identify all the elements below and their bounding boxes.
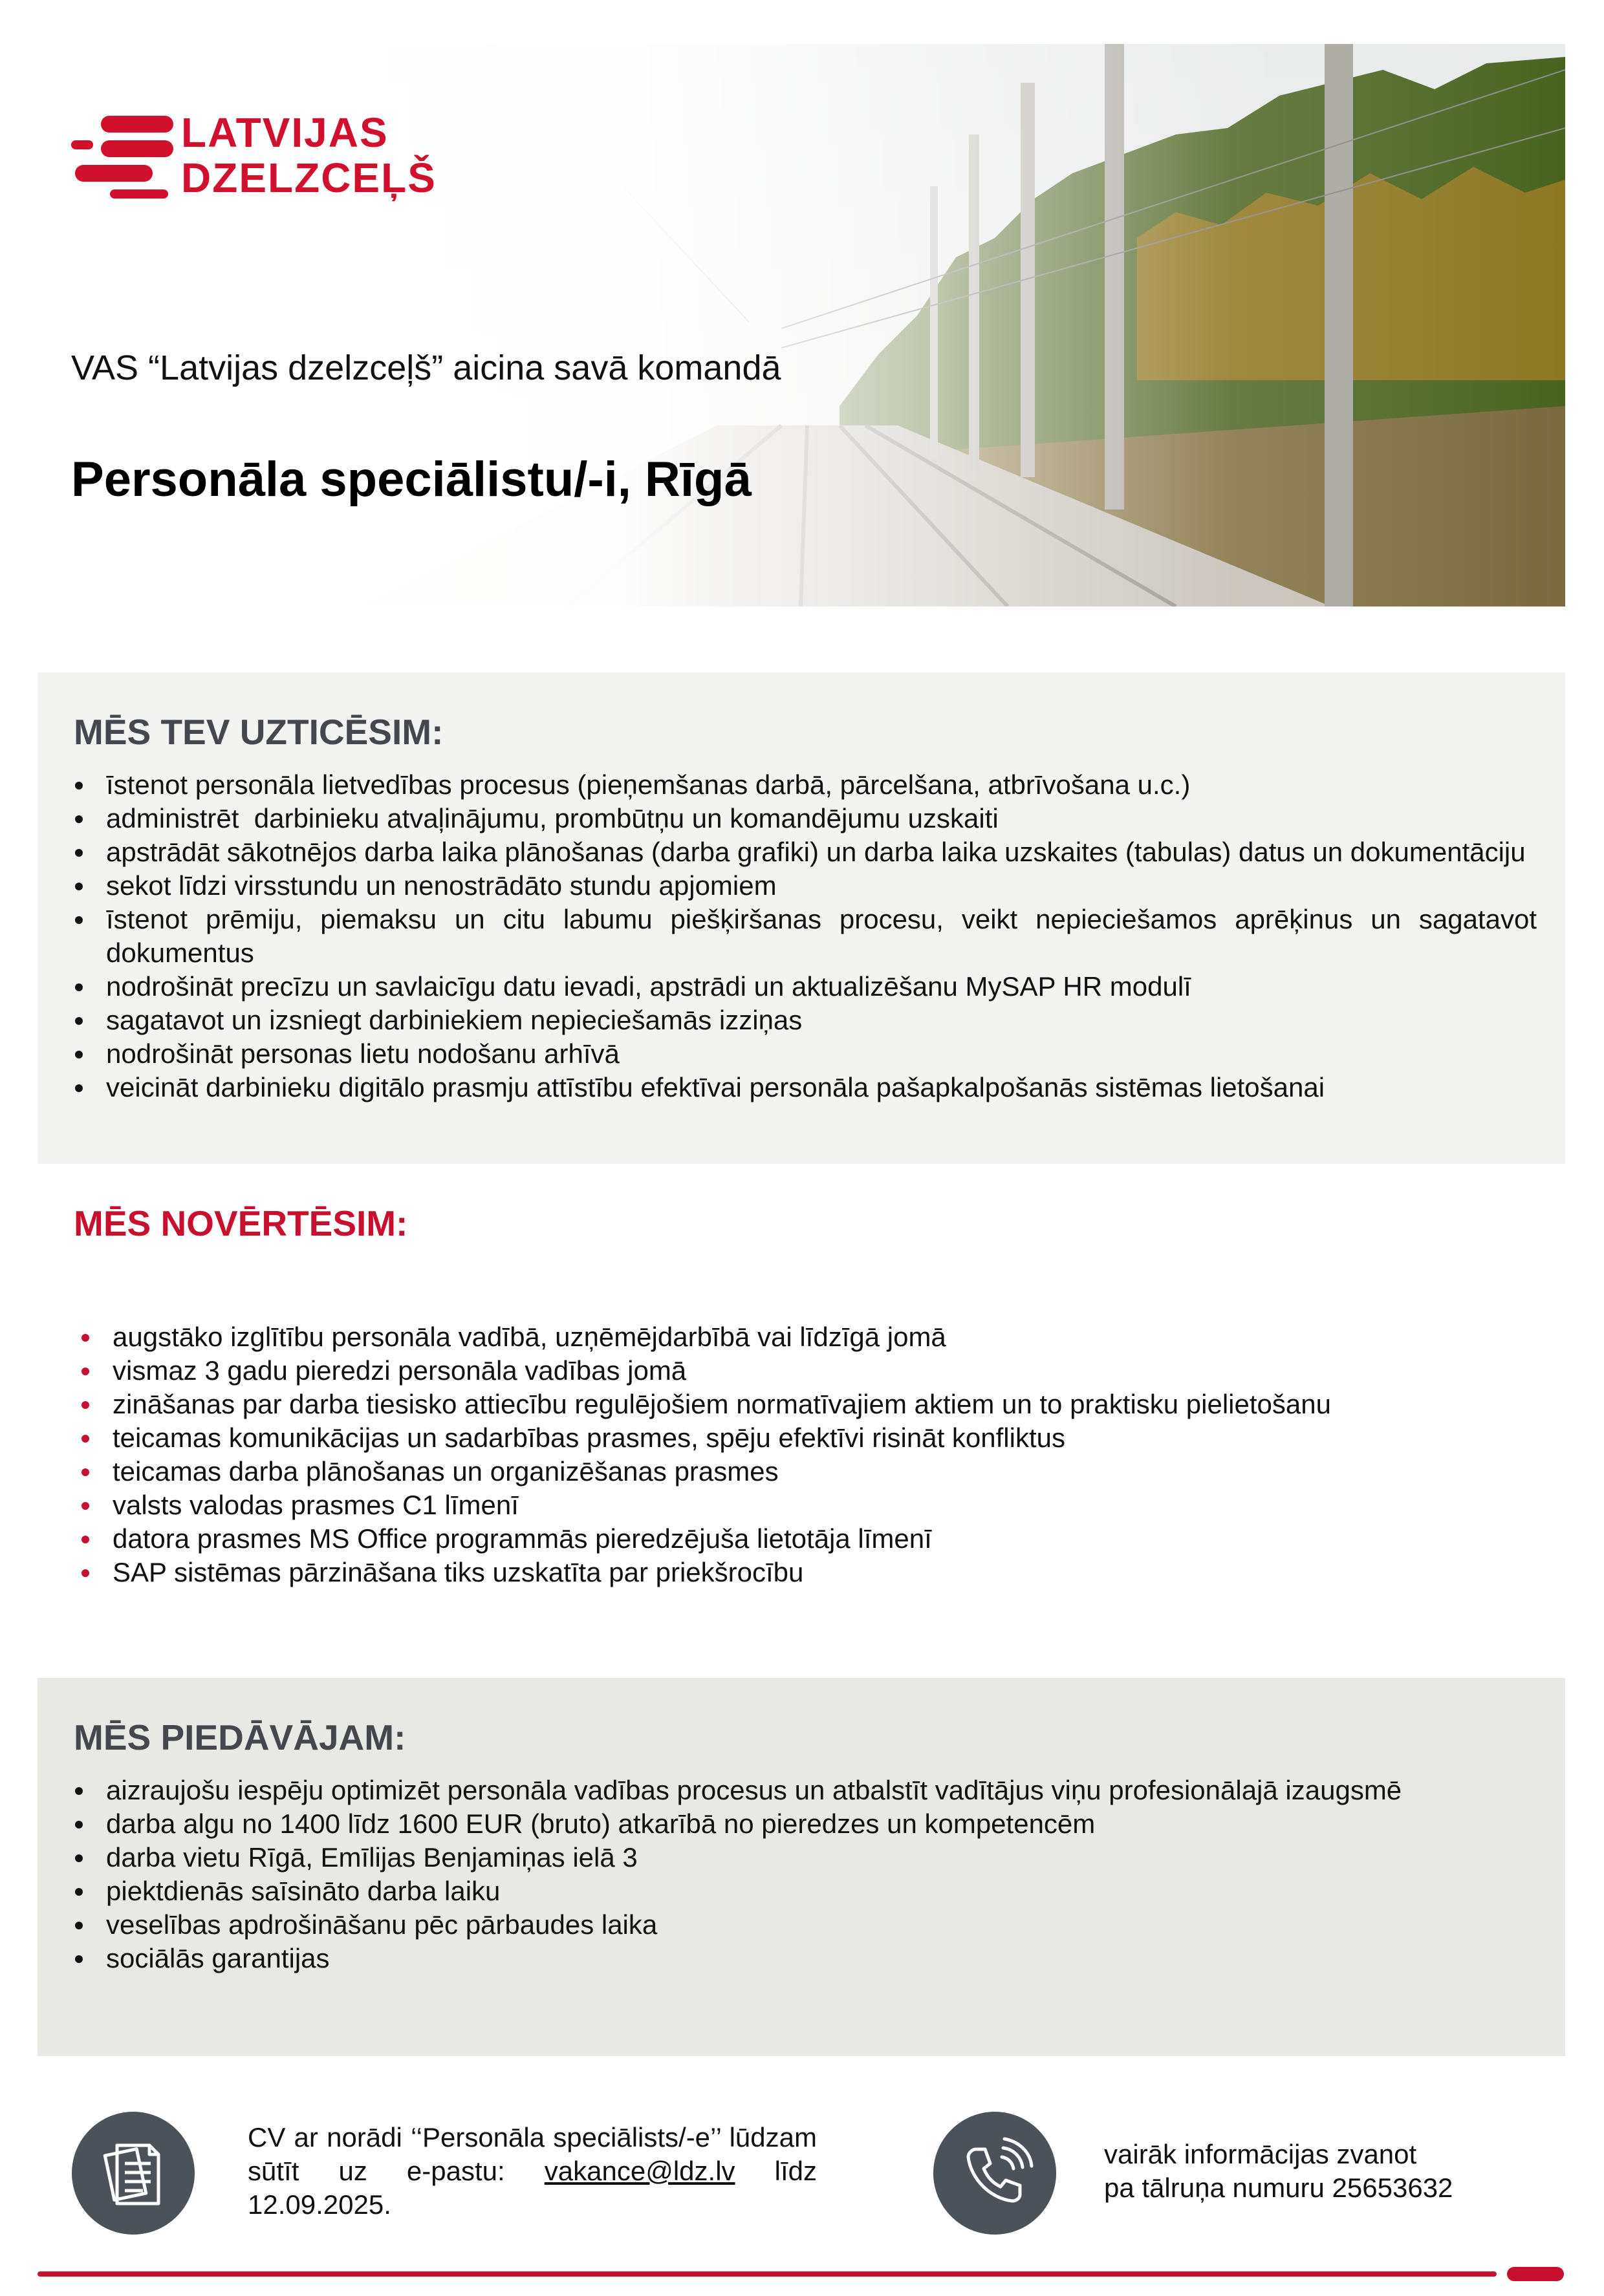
bullet-icon — [75, 1017, 83, 1025]
header-banner — [38, 44, 1565, 606]
list-item: sekot līdzi virsstundu un nenostrādāto stundu apjomiem — [74, 869, 1537, 903]
requirements-heading: MĒS NOVĒRTĒSIM: — [74, 1203, 408, 1243]
list-item: valsts valodas prasmes C1 līmenī — [80, 1488, 1537, 1522]
list-item: nodrošināt precīzu un savlaicīgu datu ievadi, apstrādi un aktualizēšanu MySAP HR modulī — [74, 970, 1537, 1003]
bottom-accent-dash — [1507, 2267, 1564, 2281]
bullet-icon — [81, 1401, 89, 1409]
bullet-icon — [75, 815, 83, 823]
bullet-icon — [81, 1368, 89, 1375]
list-item: īstenot prēmiju, piemaksu un citu labumu piešķiršanas procesu, veikt nepieciešamos aprēķinus un sagatavot dokumentus — [74, 903, 1537, 970]
bullet-icon — [81, 1468, 89, 1476]
bottom-divider — [38, 2271, 1497, 2277]
document-icon — [72, 2112, 195, 2235]
logo-text-line2: DZELZCEĻŠ — [181, 155, 437, 201]
bullet-icon — [75, 1955, 83, 1963]
list-item: sagatavot un izsniegt darbiniekiem nepieciešamās izziņas — [74, 1003, 1537, 1037]
list-item: teicamas komunikācijas un sadarbības prasmes, spēju efektīvi risināt konfliktus — [80, 1421, 1537, 1455]
list-item: darba algu no 1400 līdz 1600 EUR (bruto) atkarībā no pieredzes un kompetencēm — [74, 1807, 1537, 1841]
logo-text-line1: LATVIJAS — [181, 109, 389, 156]
offer-list — [74, 1774, 1537, 1975]
list-item: darba vietu Rīgā, Emīlijas Benjamiņas ielā 3 — [74, 1841, 1537, 1874]
list-item: administrēt darbinieku atvaļinājumu, prombūtņu un komandējumu uzskaiti — [74, 802, 1537, 835]
requirements-list — [80, 1320, 1537, 1589]
phone-info — [1104, 2138, 1505, 2205]
bullet-icon — [81, 1334, 89, 1342]
phone-info-line1: vairāk informācijas zvanot — [1104, 2139, 1417, 2169]
bullet-icon — [75, 1051, 83, 1058]
phone-icon — [933, 2112, 1056, 2235]
bullet-icon — [75, 883, 83, 890]
list-item: veicināt darbinieku digitālo prasmju attīstību efektīvai personāla pašapkalpošanās sistēmas lietošanai — [74, 1071, 1537, 1104]
bullet-icon — [75, 916, 83, 924]
list-item: nodrošināt personas lietu nodošanu arhīvā — [74, 1037, 1537, 1071]
offer-heading: MĒS PIEDĀVĀJAM: — [74, 1717, 406, 1757]
responsibilities-heading: MĒS TEV UZTICĒSIM: — [74, 712, 444, 752]
list-item: teicamas darba plānošanas un organizēšanas prasmes — [80, 1455, 1537, 1488]
list-item: zināšanas par darba tiesisko attiecību regulējošiem normatīvajiem aktiem un to praktisku pielietošanu — [80, 1388, 1537, 1421]
bullet-icon — [75, 1084, 83, 1092]
list-item: apstrādāt sākotnējos darba laika plānošanas (darba grafiki) un darba laika uzskaites (tabulas) datus un dokumentāciju — [74, 835, 1537, 869]
bullet-icon — [75, 1787, 83, 1795]
bullet-icon — [75, 1854, 83, 1862]
responsibilities-list — [74, 768, 1537, 1104]
bullet-icon — [75, 782, 83, 789]
bullet-icon — [81, 1502, 89, 1510]
bullet-icon — [75, 1888, 83, 1896]
list-item: piektdienās saīsināto darba laiku — [74, 1874, 1537, 1908]
list-item: datora prasmes MS Office programmās pieredzējuša lietotāja līmenī — [80, 1522, 1537, 1556]
list-item: aizraujošu iespēju optimizēt personāla vadības procesus un atbalstīt vadītājus viņu profesionālajā izaugsmē — [74, 1774, 1537, 1807]
list-item: vismaz 3 gadu pieredzi personāla vadības jomā — [80, 1354, 1537, 1388]
bullet-icon — [75, 983, 83, 991]
list-item: sociālās garantijas — [74, 1942, 1537, 1975]
cv-instructions: CV ar norādi ‘‘Personāla speciālists/-e’’ lūdzam sūtīt uz e-pastu: vakance@ldz.lv līdz 12.09.2025. — [248, 2122, 817, 2220]
logo-mark-icon — [71, 107, 181, 204]
offer-section — [38, 1678, 1565, 2056]
company-logo — [71, 107, 437, 204]
bullet-icon — [75, 1821, 83, 1829]
bullet-icon — [81, 1435, 89, 1443]
list-item: īstenot personāla lietvedības procesus (pieņemšanas darbā, pārcelšana, atbrīvošana u.c.) — [74, 768, 1537, 802]
intro-text: VAS “Latvijas dzelzceļš” aicina savā komandā — [71, 349, 781, 387]
phone-number[interactable]: pa tālruņa numuru 25653632 — [1104, 2173, 1453, 2203]
bullet-icon — [75, 849, 83, 857]
list-item: augstāko izglītību personāla vadībā, uzņēmējdarbībā vai līdzīgā jomā — [80, 1320, 1537, 1354]
responsibilities-section — [38, 672, 1565, 1164]
bullet-icon — [81, 1536, 89, 1543]
email-link[interactable]: vakance@ldz.lv — [544, 2156, 735, 2186]
job-title: Personāla speciālistu/-i, Rīgā — [71, 452, 752, 507]
requirements-section — [38, 1177, 1565, 1629]
bullet-icon — [81, 1569, 89, 1577]
bullet-icon — [75, 1922, 83, 1929]
list-item: veselības apdrošināšanu pēc pārbaudes laika — [74, 1908, 1537, 1942]
list-item: SAP sistēmas pārzināšana tiks uzskatīta par priekšrocību — [80, 1556, 1537, 1589]
